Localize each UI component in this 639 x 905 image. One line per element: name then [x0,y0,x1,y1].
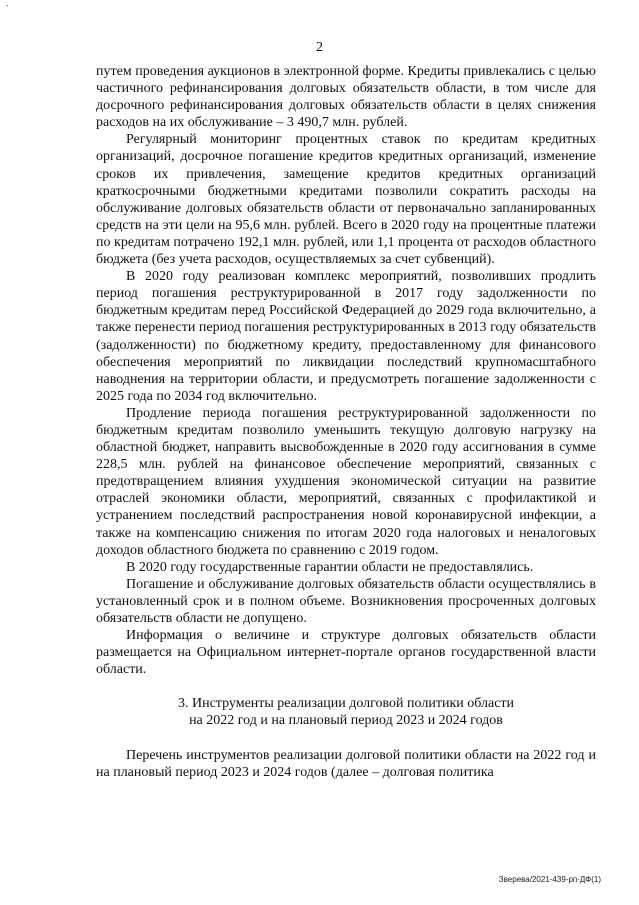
corner-mark: ` [6,4,9,14]
paragraph-extension: Продление периода погашения реструктурированной задолженности по бюджетным кредитам позволило уменьшить текущую долговую нагрузку на областной бюджет, направить высвобожденные в 2020 году ассигнования в сумме 228,5 млн. рублей на финансовое обеспечение мероприятий, связанных с предотвращением влияния ухудшения экономической ситуации на развитие отраслей экономики области, мероприятий, связанных с профилактикой и устранением последствий распространения новой коронавирусной инфекции, а также на компенсацию снижения по итогам 2020 года налоговых и неналоговых доходов областного бюджета по сравнению с 2019 годом. [96,405,596,558]
paragraph-instruments: Перечень инструментов реализации долговой политики области на 2022 год и на плановый период 2023 и 2024 годов (далее – долговая политика [96,747,596,780]
paragraph-repayment: Погашение и обслуживание долговых обязательств области осуществлялись в установленный срок и в полном объеме. Возникновения просроченных долговых обязательств области не допущено. [96,576,596,626]
paragraph-restructuring: В 2020 году реализован комплекс мероприятий, позволивших продлить период погашения реструктурированной в 2017 году задолженности по бюджетным кредитам перед Российской Федерацией до 2029 года включительно, а также перенести период погашения реструктурированных в 2013 году обязательств (задолженности) по бюджетному кредиту, предоставленному для финансового обеспечения мероприятий по ликвидации последствий крупномасштабного наводнения на территории области, и предусмотреть погашение задолженности с 2025 года по 2034 год включительно. [96,269,596,404]
section-heading [96,695,596,729]
paragraph-continuation: путем проведения аукционов в электронной форме. Кредиты привлекались с целью частичного рефинансирования долговых обязательств области, в том числе для досрочного рефинансирования долговых обязательств области в целях снижения расходов на их обслуживание – 3 490,7 млн. рублей. [96,64,596,131]
footer-code: Зверева/2021-439-рп-ДФ(1) [498,875,601,884]
section-heading-line2: на 2022 год и на плановый период 2023 и 2024 годов [189,713,503,729]
paragraph-monitoring: Регулярный мониторинг процентных ставок по кредитам кредитных организаций, досрочное погашение кредитов кредитных организаций, изменение сроков их привлечения, замещение кредитов кредитных организаций краткосрочными бюджетными кредитами позволили сократить расходы на обслуживание долговых обязательств области от первоначально запланированных средств на эти цели на 95,6 млн. рублей. Всего в 2020 году на процентные платежи по кредитам потрачено 192,1 млн. рублей, или 1,1 процента от расходов областного бюджета (без учета расходов, осуществляемых за счет субвенций). [96,132,596,268]
body-text [96,63,596,781]
paragraph-information: Информация о величине и структуре долговых обязательств области размещается на Официальном интернет-портале органов государственной власти области. [96,628,596,678]
section-heading-line1: 3. Инструменты реализации долговой политики области [177,696,515,712]
page-number: 2 [316,40,323,55]
paragraph-guarantees: В 2020 году государственные гарантии области не предоставлялись. [126,559,534,575]
